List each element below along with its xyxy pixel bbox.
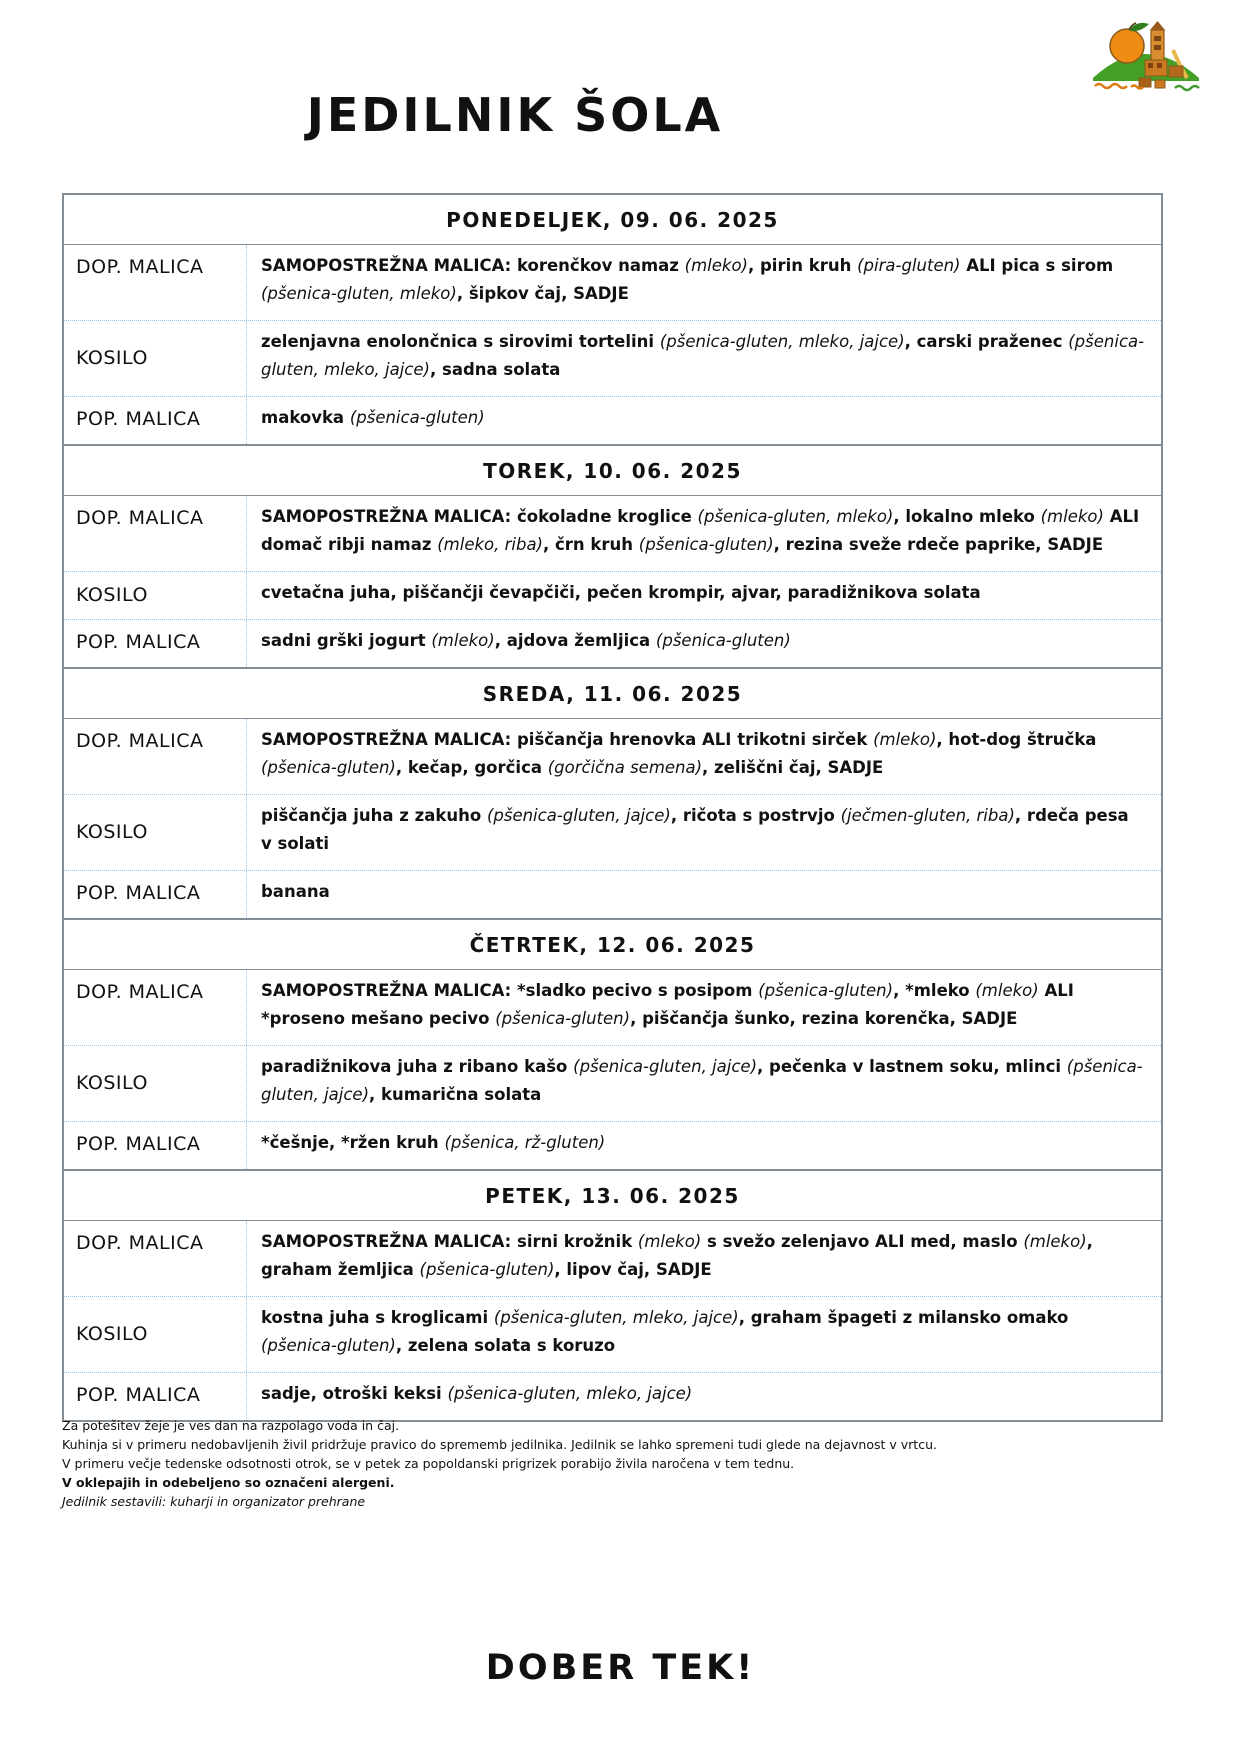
- meal-label: KOSILO: [64, 1297, 247, 1372]
- meal-row: [64, 1045, 1161, 1121]
- meal-label: DOP. MALICA: [64, 1221, 247, 1296]
- dish-text: kostna juha s kroglicami: [261, 1308, 494, 1327]
- meal-row: [64, 320, 1161, 396]
- dish-text: , lokalno mleko: [893, 507, 1041, 526]
- dish-text: , črn kruh: [543, 535, 639, 554]
- meal-content: [247, 970, 1161, 1045]
- allergen-text: (pšenica-gluten): [495, 1009, 631, 1028]
- allergen-text: (pšenica-gluten, mleko): [697, 507, 894, 526]
- meal-row: [64, 970, 1161, 1045]
- meal-row: [64, 1221, 1161, 1296]
- dish-text: , zelena solata s koruzo: [395, 1336, 616, 1355]
- allergen-text: (pšenica-gluten): [758, 981, 894, 1000]
- closing-text: DOBER TEK!: [485, 1648, 756, 1688]
- school-logo: [1087, 18, 1207, 100]
- meal-label: POP. MALICA: [64, 1122, 247, 1169]
- dish-text: , graham žemljica: [261, 1232, 1093, 1279]
- day-header: TOREK, 10. 06. 2025: [64, 446, 1161, 496]
- day-section: [64, 918, 1161, 1169]
- allergen-text: (mleko): [1023, 1232, 1087, 1251]
- meal-content: [247, 1221, 1161, 1296]
- footnote-line: Kuhinja si v primeru nedobavljenih živil pridržuje pravico do sprememb jedilnika. Jedilnik se lahko spremeni tudi glede na dejavnost v vrtcu.: [62, 1437, 937, 1452]
- meal-label: POP. MALICA: [64, 871, 247, 918]
- dish-text: , zeliščni čaj, SADJE: [702, 758, 884, 777]
- allergen-text: (pšenica-gluten, jajce): [573, 1057, 758, 1076]
- allergen-text: (mleko): [873, 730, 937, 749]
- dish-text: ALI pica s sirom: [960, 256, 1114, 275]
- meal-label: DOP. MALICA: [64, 719, 247, 794]
- meal-label: KOSILO: [64, 1046, 247, 1121]
- dish-text: , šipkov čaj, SADJE: [456, 284, 629, 303]
- meal-row: [64, 1372, 1161, 1420]
- meal-row: [64, 1296, 1161, 1372]
- allergen-text: (pšenica-gluten): [655, 631, 791, 650]
- allergen-text: (pira-gluten): [857, 256, 961, 275]
- meal-row: [64, 496, 1161, 571]
- meal-label: KOSILO: [64, 572, 247, 619]
- dish-text: , ričota s postrvjo: [670, 806, 841, 825]
- allergen-text: (pšenica-gluten): [349, 408, 485, 427]
- dish-text: , pečenka v lastnem soku, mlinci: [757, 1057, 1067, 1076]
- allergen-text: (pšenica-gluten, jajce): [261, 1057, 1143, 1104]
- allergen-text: (mleko, riba): [437, 535, 543, 554]
- meal-content: [247, 795, 1161, 870]
- day-header: SREDA, 11. 06. 2025: [64, 669, 1161, 719]
- meal-label: POP. MALICA: [64, 397, 247, 444]
- meal-content: [247, 572, 1161, 619]
- meal-row: [64, 719, 1161, 794]
- page-title: JEDILNIK ŠOLA: [306, 88, 724, 142]
- allergen-text: (pšenica-gluten, mleko, jajce): [261, 332, 1145, 379]
- meal-label: POP. MALICA: [64, 1373, 247, 1420]
- dish-text: sadni grški jogurt: [261, 631, 432, 650]
- allergen-text: (pšenica-gluten, mleko, jajce): [493, 1308, 739, 1327]
- allergen-text: (mleko): [637, 1232, 702, 1251]
- meal-row: [64, 245, 1161, 320]
- footnote-line: V oklepajih in odebeljeno so označeni alergeni.: [62, 1475, 395, 1490]
- meal-content: [247, 1373, 1161, 1420]
- day-section: [64, 444, 1161, 667]
- day-header: PETEK, 13. 06. 2025: [64, 1171, 1161, 1221]
- dish-text: sadje, otroški keksi: [261, 1384, 448, 1403]
- meal-content: [247, 496, 1161, 571]
- dish-text: paradižnikova juha z ribano kašo: [261, 1057, 574, 1076]
- dish-text: SAMOPOSTREŽNA MALICA: čokoladne kroglice: [261, 507, 698, 526]
- dish-text: , rezina sveže rdeče paprike, SADJE: [773, 535, 1104, 554]
- meal-row: [64, 571, 1161, 619]
- day-section: [64, 667, 1161, 918]
- meal-label: DOP. MALICA: [64, 245, 247, 320]
- dish-text: makovka: [261, 408, 350, 427]
- menu-table: [62, 193, 1163, 1422]
- meal-content: [247, 321, 1161, 396]
- allergen-text: (pšenica-gluten, jajce): [486, 806, 671, 825]
- day-section: [64, 195, 1161, 444]
- footnote-line: Za potešitev žeje je ves dan na razpolago voda in čaj.: [62, 1418, 400, 1433]
- meal-label: KOSILO: [64, 795, 247, 870]
- dish-text: zelenjavna enolončnica s sirovimi tortelini: [261, 332, 660, 351]
- dish-text: , sadna solata: [429, 360, 561, 379]
- dish-text: , graham špageti z milansko omako: [738, 1308, 1069, 1327]
- dish-text: , ajdova žemljica: [494, 631, 656, 650]
- meal-label: POP. MALICA: [64, 620, 247, 667]
- allergen-text: (pšenica, rž-gluten): [444, 1133, 606, 1152]
- dish-text: s svežo zelenjavo ALI med, maslo: [701, 1232, 1024, 1251]
- dish-text: , rdeča pesa v solati: [261, 806, 1129, 853]
- day-header: PONEDELJEK, 09. 06. 2025: [64, 195, 1161, 245]
- day-section: [64, 1169, 1161, 1420]
- allergen-text: (mleko): [1040, 507, 1104, 526]
- meal-label: DOP. MALICA: [64, 496, 247, 571]
- allergen-text: (pšenica-gluten, mleko, jajce): [659, 332, 905, 351]
- dish-text: banana: [261, 882, 330, 901]
- meal-content: [247, 719, 1161, 794]
- allergen-text: (ječmen-gluten, riba): [840, 806, 1015, 825]
- allergen-text: (mleko): [431, 631, 495, 650]
- meal-content: [247, 397, 1161, 444]
- day-header: ČETRTEK, 12. 06. 2025: [64, 920, 1161, 970]
- meal-label: KOSILO: [64, 321, 247, 396]
- meal-row: [64, 619, 1161, 667]
- meal-row: [64, 870, 1161, 918]
- allergen-text: (mleko): [684, 256, 748, 275]
- dish-text: , kečap, gorčica: [395, 758, 548, 777]
- allergen-text: (pšenica-gluten, mleko, jajce): [447, 1384, 693, 1403]
- dish-text: , lipov čaj, SADJE: [554, 1260, 712, 1279]
- school-logo-drawing: [1087, 18, 1207, 100]
- dish-text: SAMOPOSTREŽNA MALICA: piščančja hrenovka ALI trikotni sirček: [261, 730, 874, 749]
- dish-text: , piščančja šunko, rezina korenčka, SADJE: [630, 1009, 1018, 1028]
- dish-text: SAMOPOSTREŽNA MALICA: *sladko pecivo s posipom: [261, 981, 759, 1000]
- dish-text: cvetačna juha, piščančji čevapčiči, pečen krompir, ajvar, paradižnikova solata: [261, 583, 981, 602]
- meal-content: [247, 1297, 1161, 1372]
- meal-content: [247, 620, 1161, 667]
- allergen-text: (pšenica-gluten, mleko): [261, 284, 457, 303]
- allergen-text: (mleko): [975, 981, 1039, 1000]
- meal-content: [247, 1046, 1161, 1121]
- dish-text: , kumarična solata: [369, 1085, 542, 1104]
- meal-row: [64, 396, 1161, 444]
- meal-content: [247, 1122, 1161, 1169]
- meal-content: [247, 871, 1161, 918]
- dish-text: ALI *proseno mešano pecivo: [261, 981, 1074, 1028]
- dish-text: ALI domač ribji namaz: [261, 507, 1140, 554]
- meal-row: [64, 1121, 1161, 1169]
- dish-text: *češnje, *ržen kruh: [261, 1133, 445, 1152]
- meal-label: DOP. MALICA: [64, 970, 247, 1045]
- footnote-line: V primeru večje tedenske odsotnosti otrok, se v petek za popoldanski prigrizek porabijo živila naročena v tem tednu.: [62, 1456, 795, 1471]
- dish-text: , *mleko: [893, 981, 976, 1000]
- meal-row: [64, 794, 1161, 870]
- dish-text: piščančja juha z zakuho: [261, 806, 487, 825]
- allergen-text: (gorčična semena): [547, 758, 703, 777]
- dish-text: , hot-dog štručka: [936, 730, 1097, 749]
- footnote-line: Jedilnik sestavili: kuharji in organizator prehrane: [62, 1494, 366, 1509]
- dish-text: SAMOPOSTREŽNA MALICA: korenčkov namaz: [261, 256, 685, 275]
- dish-text: SAMOPOSTREŽNA MALICA: sirni krožnik: [261, 1232, 638, 1251]
- dish-text: , pirin kruh: [747, 256, 858, 275]
- allergen-text: (pšenica-gluten): [261, 1336, 396, 1355]
- allergen-text: (pšenica-gluten): [638, 535, 774, 554]
- meal-content: [247, 245, 1161, 320]
- allergen-text: (pšenica-gluten): [261, 758, 396, 777]
- allergen-text: (pšenica-gluten): [419, 1260, 555, 1279]
- dish-text: , carski praženec: [904, 332, 1069, 351]
- footnotes: [62, 1416, 1163, 1511]
